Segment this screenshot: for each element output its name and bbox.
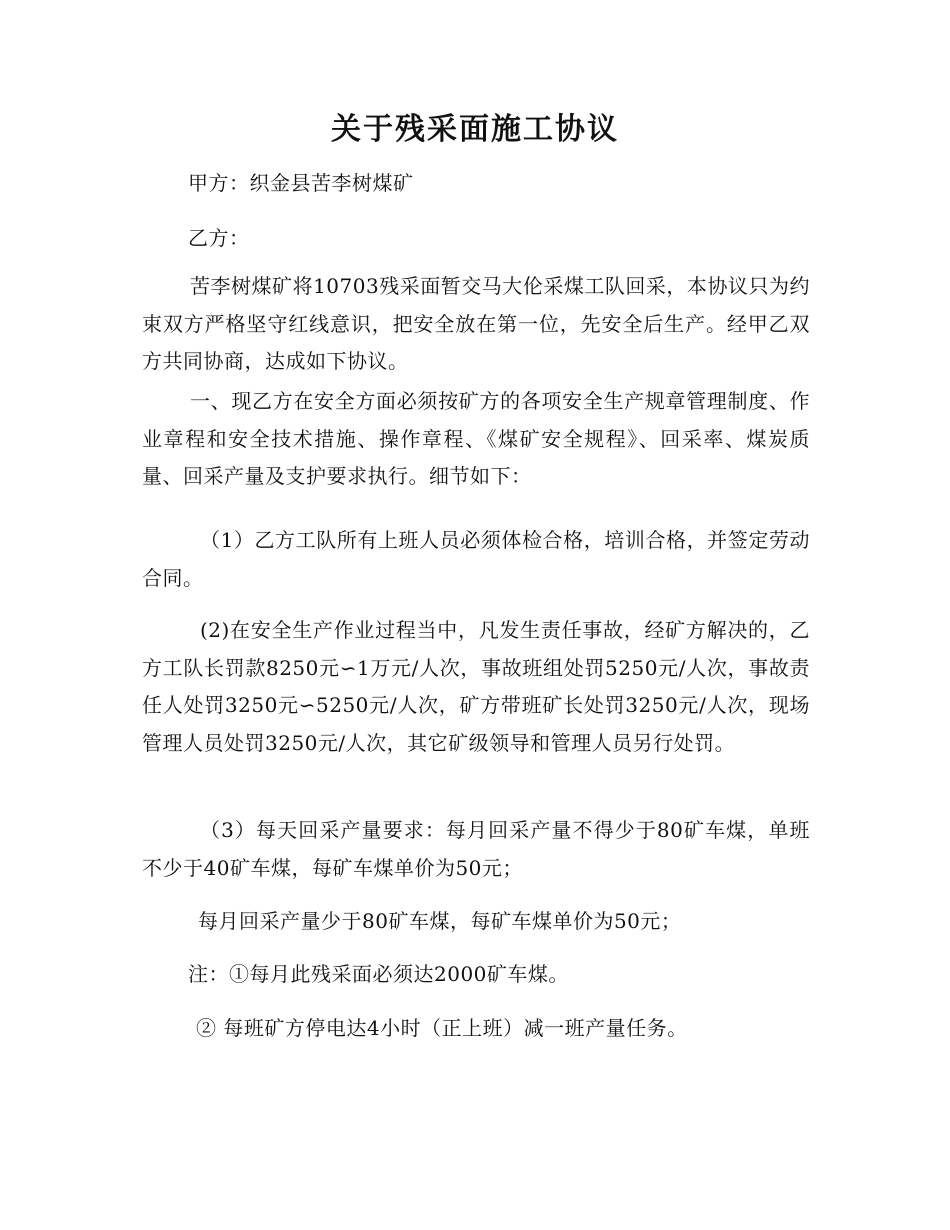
party-b-line: 乙方： xyxy=(188,226,250,250)
note-1-line: 注：①每月此残采面必须达2000矿车煤。 xyxy=(188,962,569,986)
intro-paragraph: 苦李树煤矿将10703残采面暂交马大伦采煤工队回采，本协议只为约束双方严格坚守红线意识，把安全放在第一位，先安全后生产。经甲乙双方共同协商，达成如下协议。 xyxy=(142,274,810,373)
document-title: 关于残采面施工协议 xyxy=(331,112,619,147)
item-3-paragraph: （3）每天回采产量要求：每月回采产量不得少于80矿车煤，单班不少于40矿车煤，每矿车煤单价为50元； xyxy=(142,818,810,880)
item-2-paragraph: (2)在安全生产作业过程当中，凡发生责任事故，经矿方解决的，乙方工队长罚款8250元∽1万元/人次，事故班组处罚5250元/人次，事故责任人处罚3250元∽5250元/人次，矿方带班矿长处罚3250元/人次，现场管理人员处罚3250元/人次，其它矿级领导和管理人员另行处罚。 xyxy=(142,618,810,755)
item-3b-paragraph: 每月回采产量少于80矿车煤，每矿车煤单价为50元； xyxy=(198,909,682,933)
item-1-paragraph: （1）乙方工队所有上班人员必须体检合格，培训合格，并签定劳动合同。 xyxy=(142,528,810,590)
party-a-line: 甲方：织金县苦李树煤矿 xyxy=(188,171,414,195)
clause-1-paragraph: 一、现乙方在安全方面必须按矿方的各项安全生产规章管理制度、作业章程和安全技术措施、操作章程、《煤矿安全规程》、回采率、煤炭质量、回采产量及支护要求执行。细节如下： xyxy=(142,389,810,488)
note-2-line: ② 每班矿方停电达4小时（正上班）减一班产量任务。 xyxy=(196,1016,688,1040)
